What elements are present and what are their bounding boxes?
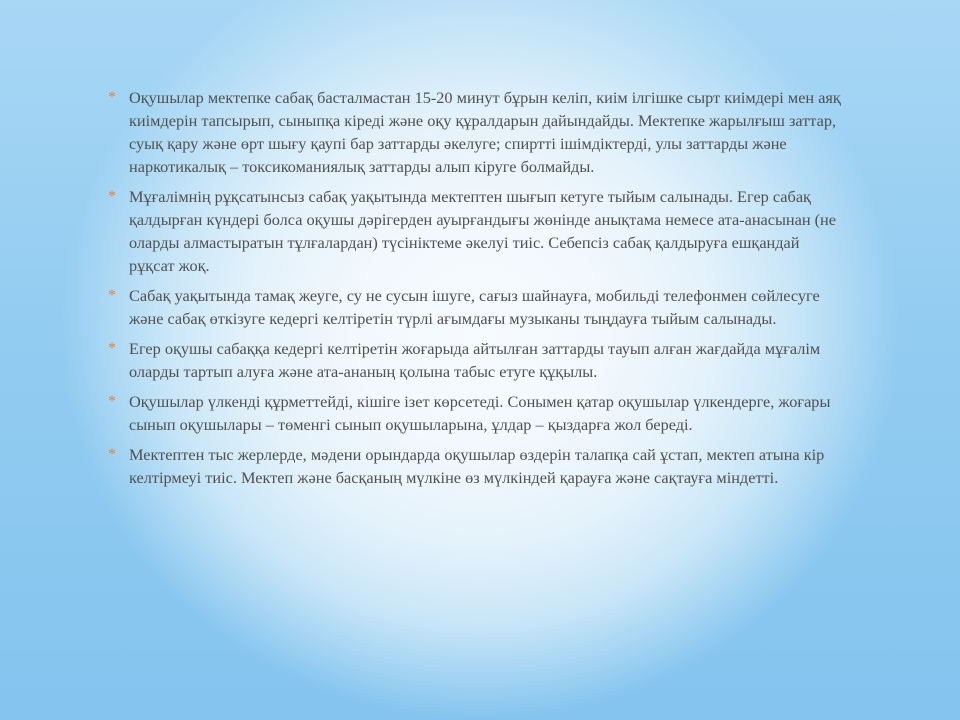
bullet-text: Егер оқушы сабаққа кедергі келтіретін жоғарыда айтылған заттарды тауып алған жағдайда мұғалім оларды тартып алуға және ата-ананың қолына табыс етуге құқылы.	[129, 339, 821, 381]
bullet-item	[108, 284, 848, 330]
bullet-item	[108, 86, 848, 178]
asterisk-bullet-icon: *	[108, 89, 116, 106]
bullet-item	[108, 390, 848, 436]
bullet-text: Сабақ уақытында тамақ жеуге, су не сусын ішуге, сағыз шайнауға, мобильді телефонмен сөйлесуге және сабақ өткізуге кедергі келтіретін түрлі ағымдағы музыканы тыңдауға тыйым салынады.	[129, 286, 820, 328]
asterisk-bullet-icon: *	[108, 446, 116, 463]
bullet-text: Мектептен тыс жерлерде, мәдени орындарда оқушылар өздерін талапқа сай ұстап, мектеп атына кір келтірмеуі тиіс. Мектеп және басқаның мүлкіне өз мүлкіндей қарауға және сақтауға міндетті.	[129, 445, 825, 487]
bullet-text: Мұғалімнің рұқсатынсыз сабақ уақытында мектептен шығып кетуге тыйым салынады. Егер сабақ қалдырған күндері болса оқушы дәрігерден ауырғандығы жөнінде анықтама немесе ата-анасынан (не оларды алмастыратын тұлғалардан) түсініктеме әкелуі тиіс. Себепсіз сабақ қалдыруға ешқандай рұқсат жоқ.	[129, 187, 837, 275]
bullet-text: Оқушылар мектепке сабақ басталмастан 15-20 минут бұрын келіп, киім ілгішке сырт киімдері мен аяқ киімдерін тапсырып, сыныпқа кіреді және оқу құралдарын дайындайды. Мектепке жарылғыш заттар, суық қару және өрт шығу қаупі бар заттарды әкелуге; спиртті ішімдіктерді, улы заттарды және наркотикалық – токсикоманиялық заттарды алып кіруге болмайды.	[129, 88, 841, 176]
bullet-item	[108, 185, 848, 277]
asterisk-bullet-icon: *	[108, 287, 116, 304]
bullet-text: Оқушылар үлкенді құрметтейді, кішіге ізет көрсетеді. Сонымен қатар оқушылар үлкендерге, жоғары сынып оқушылары – төменгі сынып оқушыларына, ұлдар – қыздарға жол береді.	[129, 392, 831, 434]
bullet-list	[108, 86, 848, 496]
asterisk-bullet-icon: *	[108, 393, 116, 410]
bullet-item	[108, 443, 848, 489]
asterisk-bullet-icon: *	[108, 340, 116, 357]
asterisk-bullet-icon: *	[108, 188, 116, 205]
bullet-item	[108, 337, 848, 383]
